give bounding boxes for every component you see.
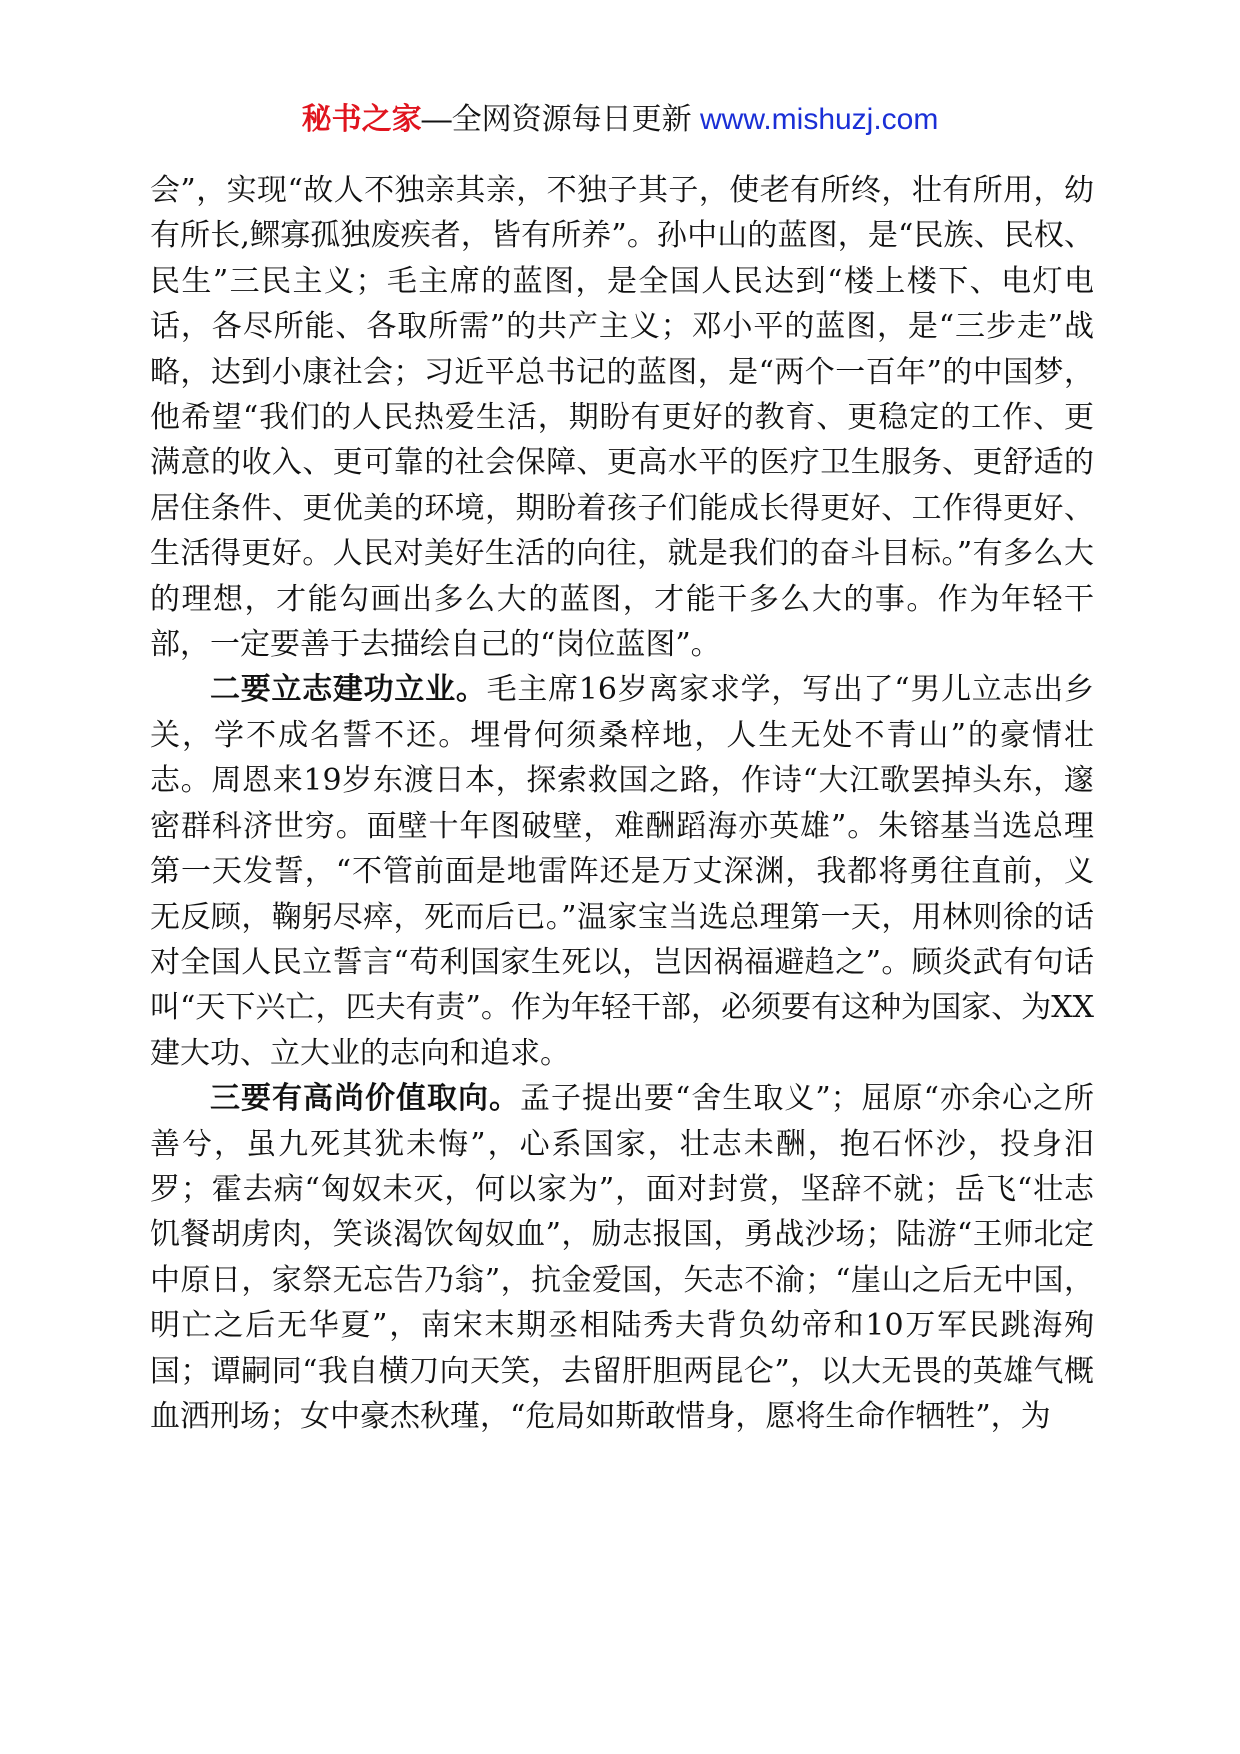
paragraph-2-heading: 二要立志建功立业。 bbox=[210, 672, 487, 708]
site-brand: 秘书之家 bbox=[301, 103, 422, 136]
site-tagline: —全网资源每日更新 bbox=[421, 103, 700, 136]
paragraph-2-text: 毛主席16岁离家求学，写出了“男儿立志出乡关，学不成名誓不还。埋骨何须桑梓地，人生无处不青山”的豪情壮志。周恩来19岁东渡日本，探索救国之路，作诗“大江歌罢掉头东，邃密群科济世穷。面壁十年图破壁，难酬蹈海亦英雄”。朱镕基当选总理第一天发誓，“不管前面是地雷阵还是万丈深渊，我都将勇往直前，义无反顾，鞠躬尽瘁，死而后已。”温家宝当选总理第一天，用林则徐的话对全国人民立誓言“苟利国家生死以，岂因祸福避趋之”。顾炎武有句话叫“天下兴亡，匹夫有责”。作为年轻干部，必须要有这种为国家、为XX建大功、立大业的志向和追求。 bbox=[150, 672, 1095, 1071]
paragraph-1 bbox=[150, 168, 1094, 667]
document-body bbox=[150, 168, 1094, 1439]
paragraph-3-text: 孟子提出要“舍生取义”；屈原“亦余心之所善兮，虽九死其犹未悔”，心系国家，壮志未酬，抱石怀沙，投身汨罗；霍去病“匈奴未灭，何以家为”，面对封赏，坚辞不就；岳飞“壮志饥餐胡虏肉，笑谈渴饮匈奴血”，励志报国，勇战沙场；陆游“王师北定中原日，家祭无忘告乃翁”，抗金爱国，矢志不渝；“崖山之后无中国，明亡之后无华夏”，南宋末期丞相陆秀夫背负幼帝和10万军民跳海殉国；谭嗣同“我自横刀向天笑，去留肝胆两昆仑”，以大无畏的英雄气概血洒刑场；女中豪杰秋瑾，“危局如斯敢惜身，愿将生命作牺牲”，为 bbox=[150, 1081, 1095, 1434]
paragraph-2 bbox=[150, 667, 1094, 1076]
site-url[interactable]: www.mishuzj.com bbox=[699, 103, 939, 136]
paragraph-3-heading: 三要有高尚价值取向。 bbox=[210, 1081, 520, 1117]
site-header bbox=[0, 100, 1240, 140]
paragraph-3 bbox=[150, 1076, 1094, 1439]
paragraph-1-text: 会”，实现“故人不独亲其亲，不独子其子，使老有所终，壮有所用，幼有所长,鳏寡孤独废疾者，皆有所养”。孙中山的蓝图，是“民族、民权、民生”三民主义；毛主席的蓝图，是全国人民达到“楼上楼下、电灯电话，各尽所能、各取所需”的共产主义；邓小平的蓝图，是“三步走”战略，达到小康社会；习近平总书记的蓝图，是“两个一百年”的中国梦，他希望“我们的人民热爱生活，期盼有更好的教育、更稳定的工作、更满意的收入、更可靠的社会保障、更高水平的医疗卫生服务、更舒适的居住条件、更优美的环境，期盼着孩子们能成长得更好、工作得更好、生活得更好。人民对美好生活的向往，就是我们的奋斗目标。”有多么大的理想，才能勾画出多么大的蓝图，才能干多么大的事。作为年轻干部，一定要善于去描绘自己的“岗位蓝图”。 bbox=[150, 173, 1094, 663]
